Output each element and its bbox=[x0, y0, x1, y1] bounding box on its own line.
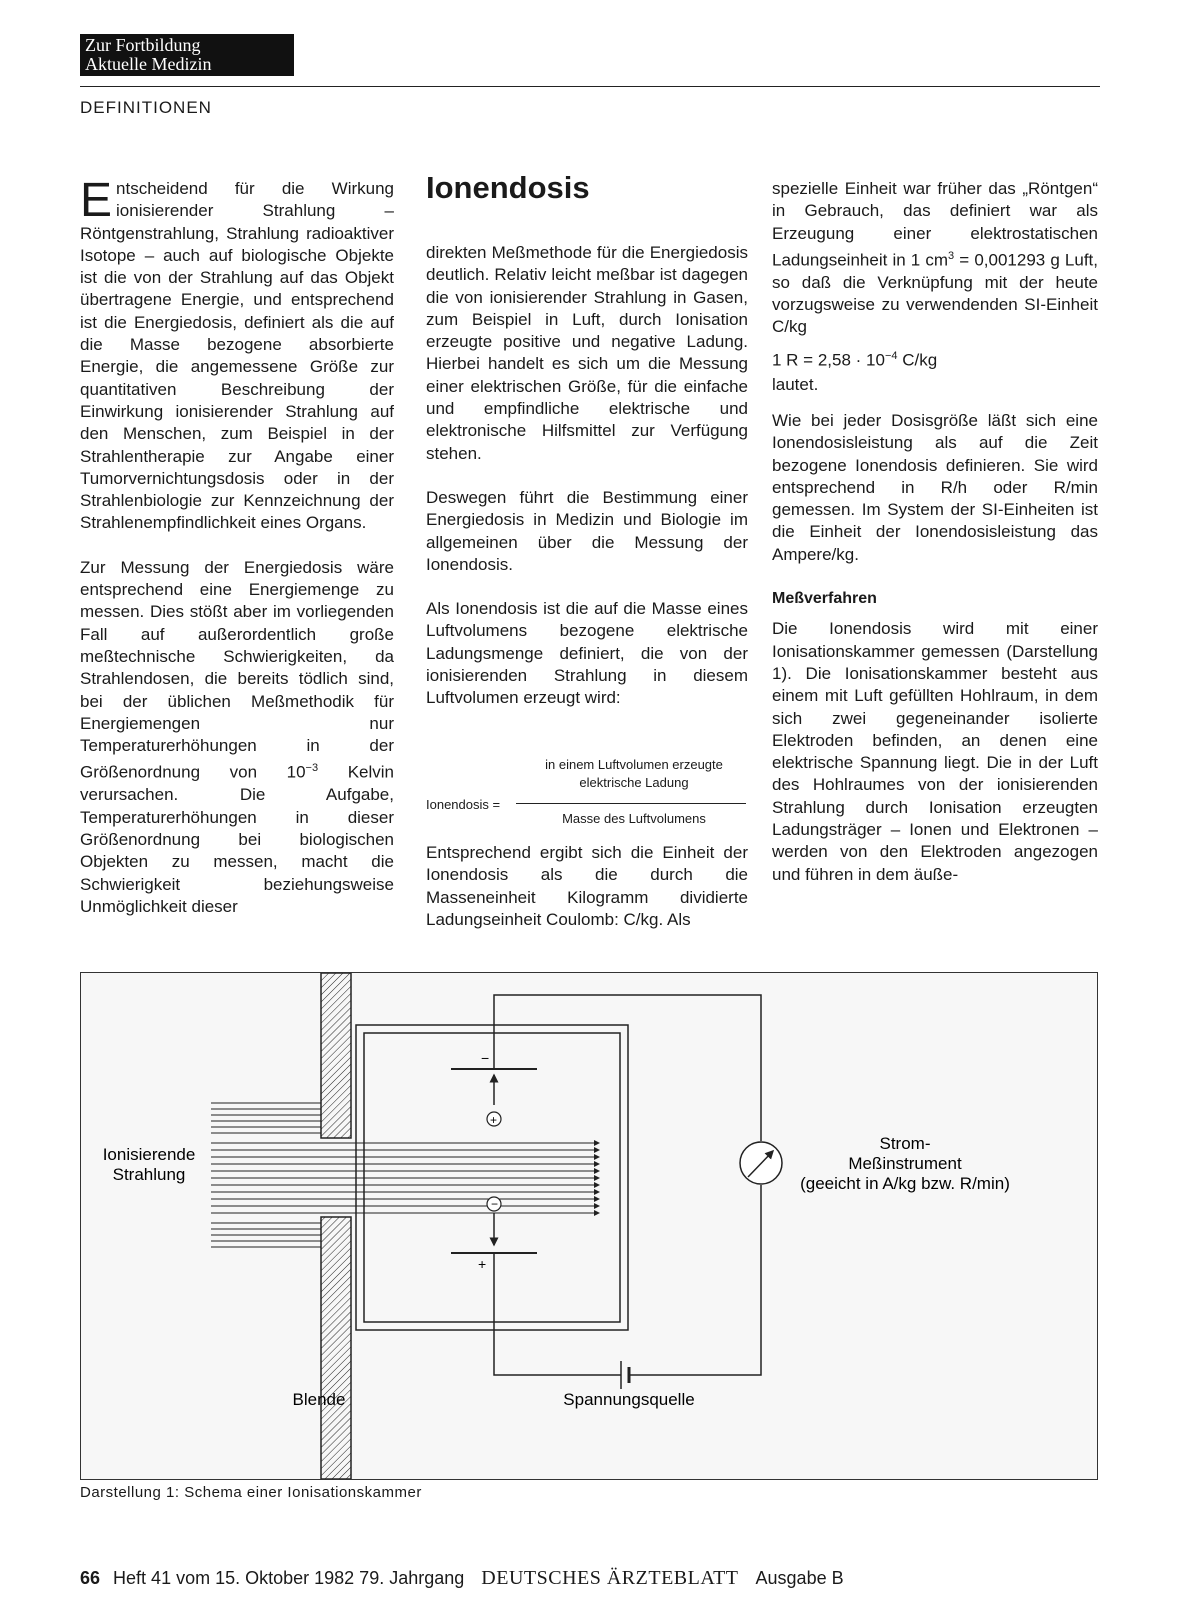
conversion-equation bbox=[772, 345, 1098, 372]
exponent: 3 bbox=[948, 249, 955, 262]
department-line-1: Zur Fortbildung bbox=[85, 35, 201, 55]
electrode-plus-sign: + bbox=[478, 1256, 487, 1272]
numerator-line-2: elektrische Ladung bbox=[579, 775, 689, 790]
figure-caption: Darstellung 1: Schema einer Ionisationskammer bbox=[80, 1484, 422, 1501]
formula-numerator bbox=[526, 756, 742, 792]
ionization-chamber-diagram bbox=[81, 973, 1097, 1479]
page-number: 66 bbox=[80, 1568, 101, 1588]
radiation-beam bbox=[211, 1143, 599, 1213]
fraction-bar bbox=[516, 803, 746, 804]
exponent: −4 bbox=[884, 349, 898, 362]
numerator-line-1: in einem Luftvolumen erzeugte bbox=[545, 757, 723, 772]
figure-ionization-chamber bbox=[80, 972, 1098, 1480]
column-2 bbox=[426, 170, 748, 710]
paragraph-therefore: Deswegen führt die Bestimmung einer Energiedosis in Medizin und Biologie im allgemeinen über die Messung der Ionendosis. bbox=[426, 487, 748, 574]
paragraph-roentgen bbox=[772, 178, 1098, 339]
label-ionizing-radiation-line-2: Strahlung bbox=[112, 1165, 186, 1184]
label-meter-line-3: (geeicht in A/kg bzw. R/min) bbox=[800, 1174, 1010, 1193]
paragraph-definition: Als Ionendosis ist die auf die Masse eines Luftvolumens bezogene elektrische Ladungsmenge definiert, die von der ionisierenden Strahlung in diesem Luftvolumen erzeugt wird: bbox=[426, 599, 748, 708]
exponent: −3 bbox=[305, 762, 319, 775]
article-title: Ionendosis bbox=[426, 170, 590, 205]
column-2-continued bbox=[426, 842, 748, 931]
ion-dose-formula bbox=[426, 756, 746, 826]
column-3 bbox=[772, 178, 1098, 886]
paragraph-text: spezielle Einheit war früher das „Röntgen“ in Gebrauch, das definiert war als Erzeugung einer elektrostatischen Ladungseinheit in 1 cm bbox=[772, 179, 1098, 270]
aperture-upper bbox=[321, 973, 351, 1138]
department-line-2: Aktuelle Medizin bbox=[85, 54, 212, 74]
label-aperture: Blende bbox=[292, 1390, 346, 1409]
issue-info: Heft 41 vom 15. Oktober 1982 79. Jahrgang bbox=[113, 1568, 465, 1588]
magazine-name: DEUTSCHES ÄRZTEBLATT bbox=[481, 1567, 739, 1589]
intro-text: ntscheidend für die Wirkung ionisierender Strahlung – Röntgenstrahlung, Strahlung radioaktiver Isotope – auch auf biologische Objekte ist die von der Strahlung auf das Objekt übertragene Energie, und entsprechend ist die Energiedosis, definiert als die auf die Masse bezogene absorbierte Energie, die angemessene Größe zur quantitativen Beschreibung der Einwirkung ionisierender Strahlung auf den Menschen, zum Beispiel in der Strahlentherapie zur Angabe einer Tumorvernichtungsdosis oder in der Strahlenbiologie zur Kennzeichnung der Strahlenempfindlichkeit eines Organs. bbox=[80, 179, 394, 533]
paragraph-direct-method: direkten Meßmethode für die Energiedosis deutlich. Relativ leicht meßbar ist dagegen die von ionisierender Strahlung in Gasen, zum Beispiel in Luft, durch Ionisation erzeugte positive und negative Ladung. Hierbei handelt es sich um die Messung einer elektrischen Größe, für die einfache und empfindliche elektrische und elektronische Hilfsmittel zur Verfügung stehen. bbox=[426, 243, 748, 463]
paragraph-text: Zur Messung der Energiedosis wäre entsprechend eine Energiemenge zu messen. Dies stößt aber im vorliegenden Fall auf außerordentlich große meßtechnische Schwierigkeiten, da Strahlendosen, die bereits tödlich sind, bei der üblichen Meßmethodik für Energiemengen nur Temperaturerhöhungen in der Größenordnung von 10 bbox=[80, 557, 394, 783]
department-badge bbox=[80, 34, 294, 76]
paragraph-dose-rate: Wie bei jeder Dosisgröße läßt sich eine Ionendosisleistung als auf die Zeit bezogene Ionendosis definieren. Sie wird entsprechend in R/h oder R/min gemessen. Im System der SI-Einheiten ist die Einheit der Ionendosisleistung das Ampere/kg. bbox=[772, 410, 1098, 564]
page-footer bbox=[80, 1567, 844, 1590]
label-ionizing-radiation-line-1: Ionisierende bbox=[102, 1145, 196, 1164]
paragraph-text: Kelvin verursachen. Die Aufgabe, Temperaturerhöhungen in dieser Größenordnung bei biologischen Objekten zu messen, macht die Schwierigkeit beziehungsweise Unmöglichkeit dieser bbox=[80, 763, 394, 916]
paragraph-unit: Entsprechend ergibt sich die Einheit der Ionendosis als die durch die Masseneinheit Kilogramm dividierte Ladungseinheit Coulomb: C/kg. Als bbox=[426, 843, 748, 929]
paragraph-method: Die Ionendosis wird mit einer Ionisationskammer gemessen (Darstellung 1). Die Ionisationskammer besteht aus einem mit Luft gefüllten Hohlraum, in dem sich zwei gegeneinander isolierte Elektroden befinden, an denen eine elektrische Spannung liegt. Die in der Luft des Hohlraumes von der ionisierenden Strahlung durch Ionisation erzeugten Ladungsträger – Ionen und Elektronen – werden von den Elektroden angezogen und führen in dem äuße- bbox=[772, 619, 1098, 884]
negative-ion-sign: − bbox=[491, 1197, 499, 1211]
subheading-method: Meßverfahren bbox=[772, 590, 877, 608]
intro-paragraph bbox=[80, 174, 394, 535]
label-voltage-source: Spannungsquelle bbox=[563, 1390, 695, 1409]
positive-ion-sign: + bbox=[490, 1113, 498, 1127]
paragraph-energy-measurement bbox=[80, 557, 394, 918]
paragraph-text: = 0,001293 g Luft, so daß die Verknüpfung mit der heute vorzugsweise zu verwendenden SI-Einheit C/kg bbox=[772, 250, 1098, 337]
aperture-lower bbox=[321, 1217, 351, 1479]
equation-text: 1 R = 2,58 · 10 bbox=[772, 350, 885, 370]
formula-denominator: Masse des Luftvolumens bbox=[562, 811, 706, 826]
label-meter-line-2: Meßinstrument bbox=[848, 1154, 962, 1173]
electrode-minus-sign: − bbox=[481, 1050, 490, 1066]
formula-lhs: Ionendosis = bbox=[426, 797, 501, 812]
edition-label: Ausgabe B bbox=[755, 1568, 844, 1588]
radiation-rays-incoming bbox=[211, 1103, 321, 1247]
drop-cap: E bbox=[80, 174, 113, 227]
column-1 bbox=[80, 174, 394, 918]
equation-text: C/kg bbox=[897, 350, 938, 370]
equation-suffix: lautet. bbox=[772, 374, 819, 394]
section-label: DEFINITIONEN bbox=[80, 98, 212, 117]
label-meter-line-1: Strom- bbox=[879, 1134, 931, 1153]
header-rule bbox=[80, 86, 1100, 87]
